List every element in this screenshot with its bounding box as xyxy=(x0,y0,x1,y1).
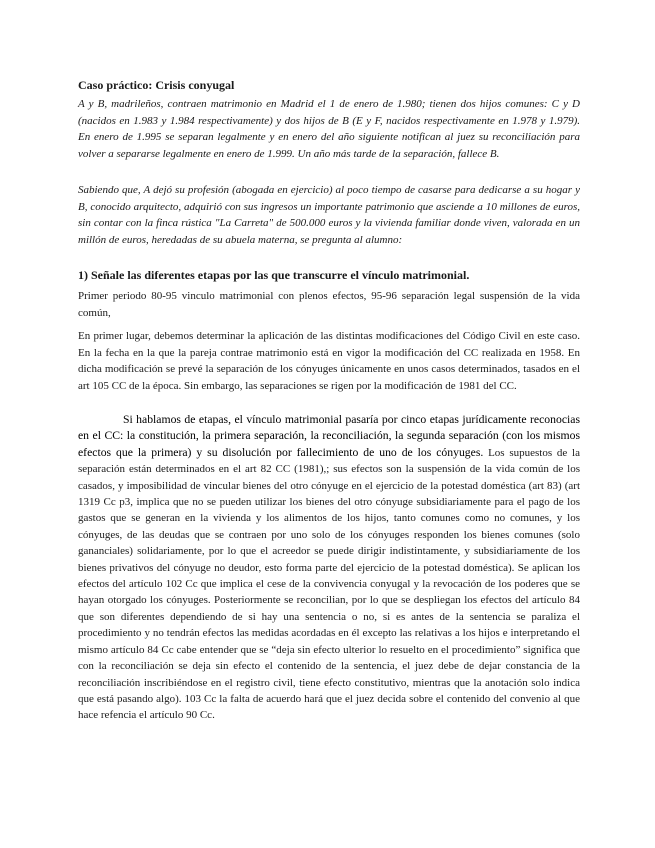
case-title: Caso práctico: Crisis conyugal xyxy=(78,78,235,92)
answer-paragraph-periods: Primer periodo 80-95 vinculo matrimonial con plenos efectos, 95-96 separación legal suspensión de la vida común, xyxy=(78,290,580,319)
question-heading: 1) Señale las diferentes etapas por las que transcurre el vínculo matrimonial. xyxy=(78,268,470,282)
stages-lead-sentence: Si hablamos de etapas, el vínculo matrimonial pasaría por cinco etapas jurídicamente reconocias en el CC: la constitución, la primera separación, la reconciliación, la segunda separación (con los mismos efectos que la primera) y su disolución por fallecimiento de uno de los cónyuges. xyxy=(78,413,580,459)
answer-paragraph-stages xyxy=(78,412,580,724)
answer-paragraph-civil-code: En primer lugar, debemos determinar la aplicación de las distintas modificaciones del Código Civil en este caso. En la fecha en la que la pareja contrae matrimonio está en vigor la modificación del CC realizada en 1958. En dicha modificación se prevé la separación de los cónyuges únicamente en unos casos determinados, tasados en el art 105 CC de la época. Sin embargo, las separaciones se rigen por la modificación de 1981 del CC. xyxy=(78,330,580,392)
case-statement-paragraph: A y B, madrileños, contraen matrimonio en Madrid el 1 de enero de 1.980; tienen dos hijos comunes: C y D (nacidos en 1.983 y 1.984 respectivamente) y dos hijos de B (E y F, nacidos respectivamente en 1.978 y 1.979). En enero de 1.995 se separan legalmente y en enero del año siguiente notifican al juez su reconciliación para volver a separarse legalmente en enero de 1.999. Un año más tarde de la separación, fallece B. xyxy=(78,98,580,160)
stages-body-text: Los supuestos de la separación están determinados en el art 82 CC (1981),; sus efectos son la suspensión de la vida común de los casados, y imposibilidad de vincular bienes del otro cónyuge en el ejercicio de la potestad doméstica (art 83) (art 1319 Cc p3, implica que no se pueden utilizar los bienes del otro cónyuge subsidiariamente para el pago de los gastos que se generan en la vivienda y los alimentos de los hijos, tanto comunes como no comunes, y los cónyuges, de las deudas que se contraen por uno solo de los cónyuges responden los bienes comunes (solo gananciales) solidariamente, por lo que el acreedor se puede dirigir indistintamente, y subsidiariamente de los bienes privativos del cónyuge no deudor, esto forma parte del ejercicio de la potestad doméstica). Se aplican los efectos del artículo 102 Cc que implica el cese de la convivencia conyugal y la revocación de los poderes que se hayan otorgado los cónyuges. Posteriormente se reconcilian, por lo que se despliegan los efectos del artículo 84 que son diferentes dependiendo de si hay una sentencia o no, si es antes de la sentencia se paraliza el procedimiento y no tendrán efectos las medidas acordadas en él excepto las relativas a los hijos e interpretando el mismo artículo 84 Cc cabe entender que se “deja sin efecto ulterior lo resuelto en el procedimiento” significa que con la reconciliación se deja sin efecto el contenido de la sentencia, el juez debe de dejar constancia de la reconciliación inscribiéndose en el registro civil, tiene efecto constitutivo, mientras que la anotación solo indica que está pasando algo). 103 Cc la falta de acuerdo hará que el juez decida sobre el contenido del convenio al que hace refencia el artículo 90 Cc. xyxy=(78,446,580,722)
case-question-prompt-paragraph: Sabiendo que, A dejó su profesión (abogada en ejercicio) al poco tiempo de casarse para dedicarse a su hogar y B, conocido arquitecto, adquirió con sus ingresos un importante patrimonio que asciende a 10 millones de euros, sin contar con la finca rústica "La Carreta" de 500.000 euros y la vivienda familiar donde viven, valorada en un millón de euros, heredadas de su abuela materna, se pregunta al alumno: xyxy=(78,184,580,246)
